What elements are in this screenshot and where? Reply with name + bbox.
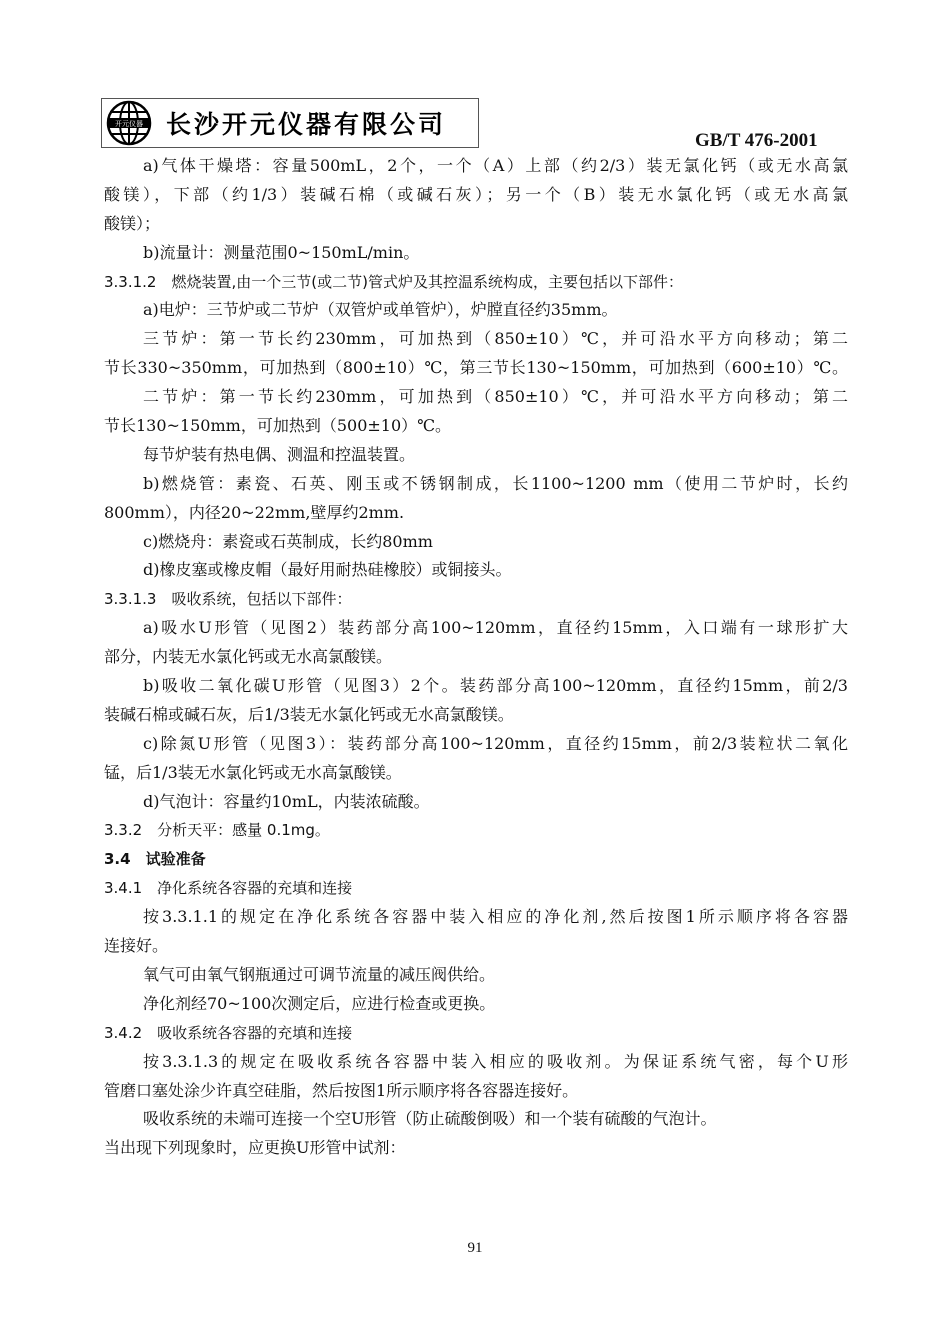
text-line: a)吸水U形管（见图2）装药部分高100~120mm，直径约15mm，入口端有一球形扩大 — [143, 618, 848, 638]
section-heading: 3.4.1 净化系统各容器的充填和连接 — [104, 879, 353, 898]
text-line: 酸镁）； — [104, 213, 161, 233]
text-line: 节长330~350mm，可加热到（800±10）℃，第三节长130~150mm，可加热到（600±10）℃。 — [104, 358, 848, 378]
text-line: 每节炉装有热电偶、测温和控温装置。 — [143, 444, 416, 464]
section-heading: 3.4.2 吸收系统各容器的充填和连接 — [104, 1023, 353, 1042]
text-line: 酸镁），下部（约1/3）装碱石棉（或碱石灰）；另一个（B）装无水氯化钙（或无水高氯 — [104, 184, 848, 204]
text-line: 三节炉：第一节长约230mm，可加热到（850±10）℃，并可沿水平方向移动；第二 — [143, 329, 848, 349]
text-line: b)吸收二氧化碳U形管（见图3）2个。装药部分高100~120mm，直径约15mm，前2/3 — [143, 676, 848, 696]
globe-logo-icon — [106, 100, 152, 146]
text-line: 装碱石棉或碱石灰，后1/3装无水氯化钙或无水高氯酸镁。 — [104, 704, 514, 724]
text-line: 节长130~150mm，可加热到（500±10）℃。 — [104, 416, 452, 436]
text-line: d)橡皮塞或橡皮帽（最好用耐热硅橡胶）或铜接头。 — [143, 560, 512, 580]
section-heading: 3.3.1.2 燃烧装置,由一个三节(或二节)管式炉及其控温系统构成，主要包括以下部件： — [104, 272, 683, 291]
text-line: d)气泡计：容量约10mL，内装浓硫酸。 — [143, 791, 430, 811]
company-header — [101, 98, 479, 148]
text-line: 二节炉：第一节长约230mm，可加热到（850±10）℃，并可沿水平方向移动；第二 — [143, 387, 848, 407]
logo-text: 开元仪器 — [115, 120, 143, 128]
text-line: 800mm），内径20~22mm,壁厚约2mm. — [104, 502, 405, 522]
text-line: 氧气可由氧气钢瓶通过可调节流量的减压阀供给。 — [143, 964, 496, 984]
text-line: b)流量计：测量范围0~150mL/min。 — [143, 242, 420, 262]
text-line: b)燃烧管：素瓷、石英、刚玉或不锈钢制成，长1100~1200 mm（使用二节炉时，长约 — [143, 473, 848, 493]
text-line: 按3.3.1.1的规定在净化系统各容器中装入相应的净化剂,然后按图1所示顺序将各容器 — [143, 907, 848, 927]
text-line: c)燃烧舟：素瓷或石英制成，长约80mm — [143, 531, 433, 551]
text-line: 管磨口塞处涂少许真空硅脂，然后按图1所示顺序将各容器连接好。 — [104, 1080, 579, 1100]
text-line: 连接好。 — [104, 936, 169, 956]
section-heading: 3.4 试验准备 — [104, 850, 206, 869]
section-heading: 3.3.1.3 吸收系统，包括以下部件： — [104, 590, 352, 609]
text-line: a)电炉：三节炉或二节炉（双管炉或单管炉），炉膛直径约35mm。 — [143, 300, 618, 320]
page-number: 91 — [467, 1240, 483, 1256]
body-text — [104, 152, 848, 1163]
text-line: 当出现下列现象时，应更换U形管中试剂： — [104, 1138, 406, 1158]
text-line: 按3.3.1.3的规定在吸收系统各容器中装入相应的吸收剂。为保证系统气密，每个U形 — [143, 1051, 848, 1071]
standard-code: GB/T 476-2001 — [695, 130, 818, 151]
text-line: 净化剂经70~100次测定后，应进行检查或更换。 — [143, 993, 496, 1013]
text-line: 锰，后1/3装无水氯化钙或无水高氯酸镁。 — [104, 762, 402, 782]
text-line: a)气体干燥塔：容量500mL，2个，一个（A）上部（约2/3）装无氯化钙（或无水高氯 — [143, 156, 848, 175]
text-line: 吸收系统的未端可连接一个空U形管（防止硫酸倒吸）和一个装有硫酸的气泡计。 — [143, 1109, 717, 1129]
section-heading: 3.3.2 分析天平：感量 0.1mg。 — [104, 821, 330, 840]
text-line: 部分，内装无水氯化钙或无水高氯酸镁。 — [104, 647, 393, 667]
text-line: c)除氮U形管（见图3）：装药部分高100~120mm，直径约15mm，前2/3装粒状二氧化 — [143, 733, 848, 753]
company-name: 长沙开元仪器有限公司 — [166, 110, 447, 139]
